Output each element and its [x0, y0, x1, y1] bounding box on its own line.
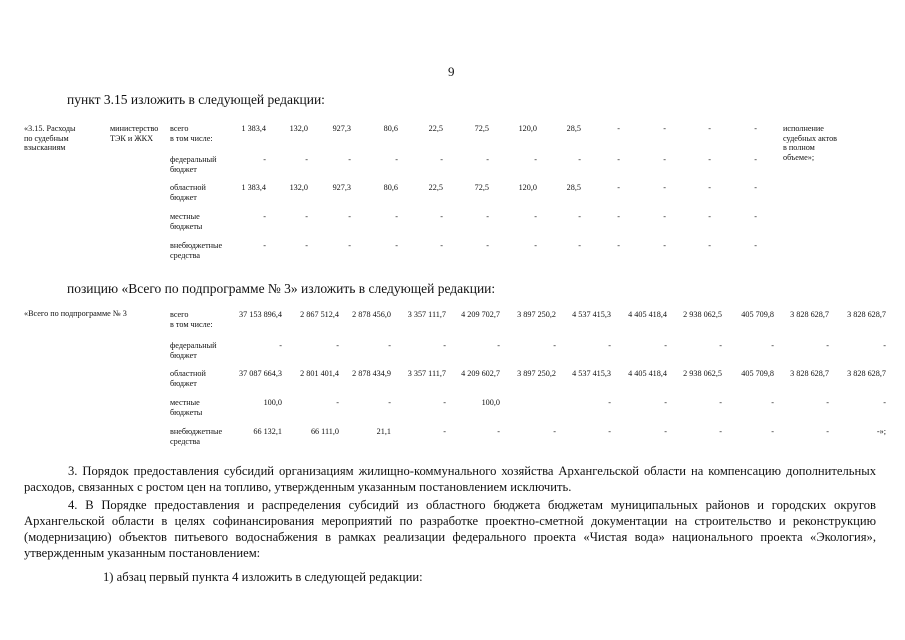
- t2-value-cell: 3 828 628,7: [790, 369, 829, 378]
- t2-value-cell: -: [719, 427, 722, 436]
- t1-value-cell: 132,0: [289, 124, 308, 133]
- t1-value-cell: -: [440, 212, 443, 221]
- t2-value-cell: 405 709,8: [741, 369, 774, 378]
- t2-value-cell: 4 209 702,7: [461, 310, 500, 319]
- t2-value-cell: -: [608, 341, 611, 350]
- t1-value-cell: 927,3: [332, 183, 351, 192]
- t1-value-cell: 80,6: [383, 124, 398, 133]
- t1-value-cell: 1 383,4: [241, 183, 266, 192]
- t2-value-cell: 2 938 062,5: [683, 369, 722, 378]
- t1-value-cell: -: [395, 241, 398, 250]
- t1-value-cell: 22,5: [428, 124, 443, 133]
- t2-source-cell: федеральный бюджет: [170, 341, 217, 360]
- paragraph-4-1: 1) абзац первый пункта 4 изложить в следующей редакции:: [103, 570, 423, 584]
- t1-source-cell: всего в том числе:: [170, 124, 213, 143]
- t2-value-cell: -: [883, 398, 886, 407]
- t2-value-cell: 37 087 664,3: [239, 369, 282, 378]
- t1-value-cell: 80,6: [383, 183, 398, 192]
- total-label-cell: «Всего по подпрограмме № 3: [24, 309, 127, 318]
- t2-value-cell: 2 867 512,4: [300, 310, 339, 319]
- t2-value-cell: -: [388, 398, 391, 407]
- t1-value-cell: 72,5: [474, 124, 489, 133]
- heading-item-3-15: пункт 3.15 изложить в следующей редакции:: [67, 92, 325, 107]
- t2-value-cell: 3 828 628,7: [847, 369, 886, 378]
- t2-value-cell: 2 938 062,5: [683, 310, 722, 319]
- t2-value-cell: 4 405 418,4: [628, 369, 667, 378]
- t2-value-cell: 3 357 111,7: [407, 369, 446, 378]
- t2-value-cell: -: [553, 427, 556, 436]
- t1-value-cell: -: [578, 241, 581, 250]
- t1-value-cell: -: [578, 155, 581, 164]
- paragraph-3: 3. Порядок предоставления субсидий организациям жилищно-коммунального хозяйства Архангельской области на компенсацию дополнительных расходов, связанных с ростом цен на топливо, утвержденным указанным постановлением исключить.: [24, 464, 876, 494]
- t2-value-cell: -: [826, 427, 829, 436]
- t2-value-cell: 3 828 628,7: [847, 310, 886, 319]
- t1-value-cell: -: [263, 155, 266, 164]
- t1-value-cell: -: [754, 124, 757, 133]
- t2-value-cell: -: [664, 427, 667, 436]
- t1-value-cell: -: [263, 212, 266, 221]
- t1-source-cell: местные бюджеты: [170, 212, 203, 231]
- t1-value-cell: -: [486, 241, 489, 250]
- t1-value-cell: -: [663, 124, 666, 133]
- t1-value-cell: -: [617, 212, 620, 221]
- t1-value-cell: 22,5: [428, 183, 443, 192]
- t1-value-cell: -: [663, 183, 666, 192]
- t1-value-cell: -: [348, 212, 351, 221]
- t2-value-cell: -: [497, 341, 500, 350]
- t1-value-cell: -: [305, 212, 308, 221]
- t1-value-cell: -: [440, 155, 443, 164]
- t1-value-cell: 28,5: [566, 124, 581, 133]
- t1-value-cell: 28,5: [566, 183, 581, 192]
- t2-value-cell: -: [336, 398, 339, 407]
- t1-value-cell: -: [708, 183, 711, 192]
- t1-value-cell: -: [663, 155, 666, 164]
- t2-value-cell: 100,0: [481, 398, 500, 407]
- t2-value-cell: 21,1: [376, 427, 391, 436]
- t1-value-cell: -: [486, 212, 489, 221]
- t1-value-cell: -: [486, 155, 489, 164]
- t2-value-cell: 2 878 434,9: [352, 369, 391, 378]
- t2-value-cell: 2 801 401,4: [300, 369, 339, 378]
- result-cell: исполнение судебных актов в полном объеме»;: [783, 124, 838, 162]
- t2-value-cell: -: [279, 341, 282, 350]
- t2-value-cell: -: [443, 341, 446, 350]
- row-name-cell: «3.15. Расходы по судебным взысканиям: [24, 124, 76, 153]
- t2-value-cell: 4 405 418,4: [628, 310, 667, 319]
- t2-value-cell: 2 878 456,0: [352, 310, 391, 319]
- t2-value-cell: 4 537 415,3: [572, 369, 611, 378]
- t1-value-cell: 120,0: [518, 183, 537, 192]
- t2-value-cell: -: [826, 341, 829, 350]
- t1-source-cell: внебюджетные средства: [170, 241, 223, 260]
- t1-value-cell: -: [305, 241, 308, 250]
- t1-value-cell: -: [534, 155, 537, 164]
- t1-value-cell: -: [395, 212, 398, 221]
- t1-value-cell: -: [617, 241, 620, 250]
- t2-source-cell: всего в том числе:: [170, 310, 213, 329]
- t1-value-cell: -: [708, 241, 711, 250]
- t2-value-cell: 3 897 250,2: [517, 310, 556, 319]
- t2-value-cell: 3 828 628,7: [790, 310, 829, 319]
- t2-value-cell: -: [826, 398, 829, 407]
- t1-value-cell: 72,5: [474, 183, 489, 192]
- t1-value-cell: -: [617, 155, 620, 164]
- t1-value-cell: 132,0: [289, 183, 308, 192]
- t1-value-cell: -: [263, 241, 266, 250]
- t2-value-cell: -: [388, 341, 391, 350]
- t2-value-cell: -»;: [876, 427, 886, 436]
- paragraph-4: 4. В Порядке предоставления и распределения субсидий из областного бюджета бюджетам муниципальных районов и городских округов Архангельской области в целях софинансирования мероприятий по разработке проектно-сметной документации на строительство и реконструкцию (модернизацию) объектов питьевого водоснабжения в рамках реализации федерального проекта «Чистая вода» национального проекта «Экология», утвержденным указанным постановлением:: [24, 498, 876, 560]
- t2-value-cell: 100,0: [263, 398, 282, 407]
- t2-value-cell: 66 111,0: [310, 427, 339, 436]
- t1-value-cell: -: [663, 241, 666, 250]
- t2-value-cell: -: [553, 341, 556, 350]
- t1-value-cell: -: [708, 212, 711, 221]
- page-number: 9: [448, 64, 455, 79]
- t1-value-cell: -: [754, 155, 757, 164]
- t2-source-cell: внебюджетные средства: [170, 427, 223, 446]
- t1-value-cell: -: [305, 155, 308, 164]
- t2-value-cell: 405 709,8: [741, 310, 774, 319]
- t2-value-cell: -: [771, 427, 774, 436]
- t2-value-cell: -: [336, 341, 339, 350]
- t2-value-cell: 3 897 250,2: [517, 369, 556, 378]
- t2-value-cell: -: [608, 427, 611, 436]
- t2-value-cell: -: [443, 398, 446, 407]
- t1-value-cell: -: [754, 212, 757, 221]
- t2-value-cell: -: [664, 398, 667, 407]
- heading-subprogram-3: позицию «Всего по подпрограмме № 3» изложить в следующей редакции:: [67, 281, 496, 296]
- t2-value-cell: 4 209 602,7: [461, 369, 500, 378]
- t2-value-cell: 37 153 896,4: [239, 310, 282, 319]
- t2-value-cell: 4 537 415,3: [572, 310, 611, 319]
- t1-value-cell: -: [534, 212, 537, 221]
- t2-value-cell: 66 132,1: [253, 427, 282, 436]
- t2-source-cell: местные бюджеты: [170, 398, 203, 417]
- t1-value-cell: -: [348, 241, 351, 250]
- t2-value-cell: -: [497, 427, 500, 436]
- t2-value-cell: -: [719, 341, 722, 350]
- t1-source-cell: федеральный бюджет: [170, 155, 217, 174]
- t2-value-cell: -: [664, 341, 667, 350]
- t1-source-cell: областной бюджет: [170, 183, 206, 202]
- t1-value-cell: -: [754, 183, 757, 192]
- t2-value-cell: -: [771, 398, 774, 407]
- t2-source-cell: областной бюджет: [170, 369, 206, 388]
- t2-value-cell: -: [719, 398, 722, 407]
- t1-value-cell: -: [348, 155, 351, 164]
- t1-value-cell: 927,3: [332, 124, 351, 133]
- t1-value-cell: -: [440, 241, 443, 250]
- t1-value-cell: -: [395, 155, 398, 164]
- t1-value-cell: -: [617, 124, 620, 133]
- t1-value-cell: -: [708, 155, 711, 164]
- executor-cell: министерство ТЭК и ЖКХ: [110, 124, 159, 143]
- t1-value-cell: -: [617, 183, 620, 192]
- t1-value-cell: 1 383,4: [241, 124, 266, 133]
- t2-value-cell: 3 357 111,7: [407, 310, 446, 319]
- t2-value-cell: -: [883, 341, 886, 350]
- t2-value-cell: -: [771, 341, 774, 350]
- t1-value-cell: 120,0: [518, 124, 537, 133]
- t1-value-cell: -: [708, 124, 711, 133]
- t1-value-cell: -: [534, 241, 537, 250]
- t1-value-cell: -: [578, 212, 581, 221]
- t1-value-cell: -: [754, 241, 757, 250]
- t2-value-cell: -: [443, 427, 446, 436]
- t1-value-cell: -: [663, 212, 666, 221]
- t2-value-cell: -: [608, 398, 611, 407]
